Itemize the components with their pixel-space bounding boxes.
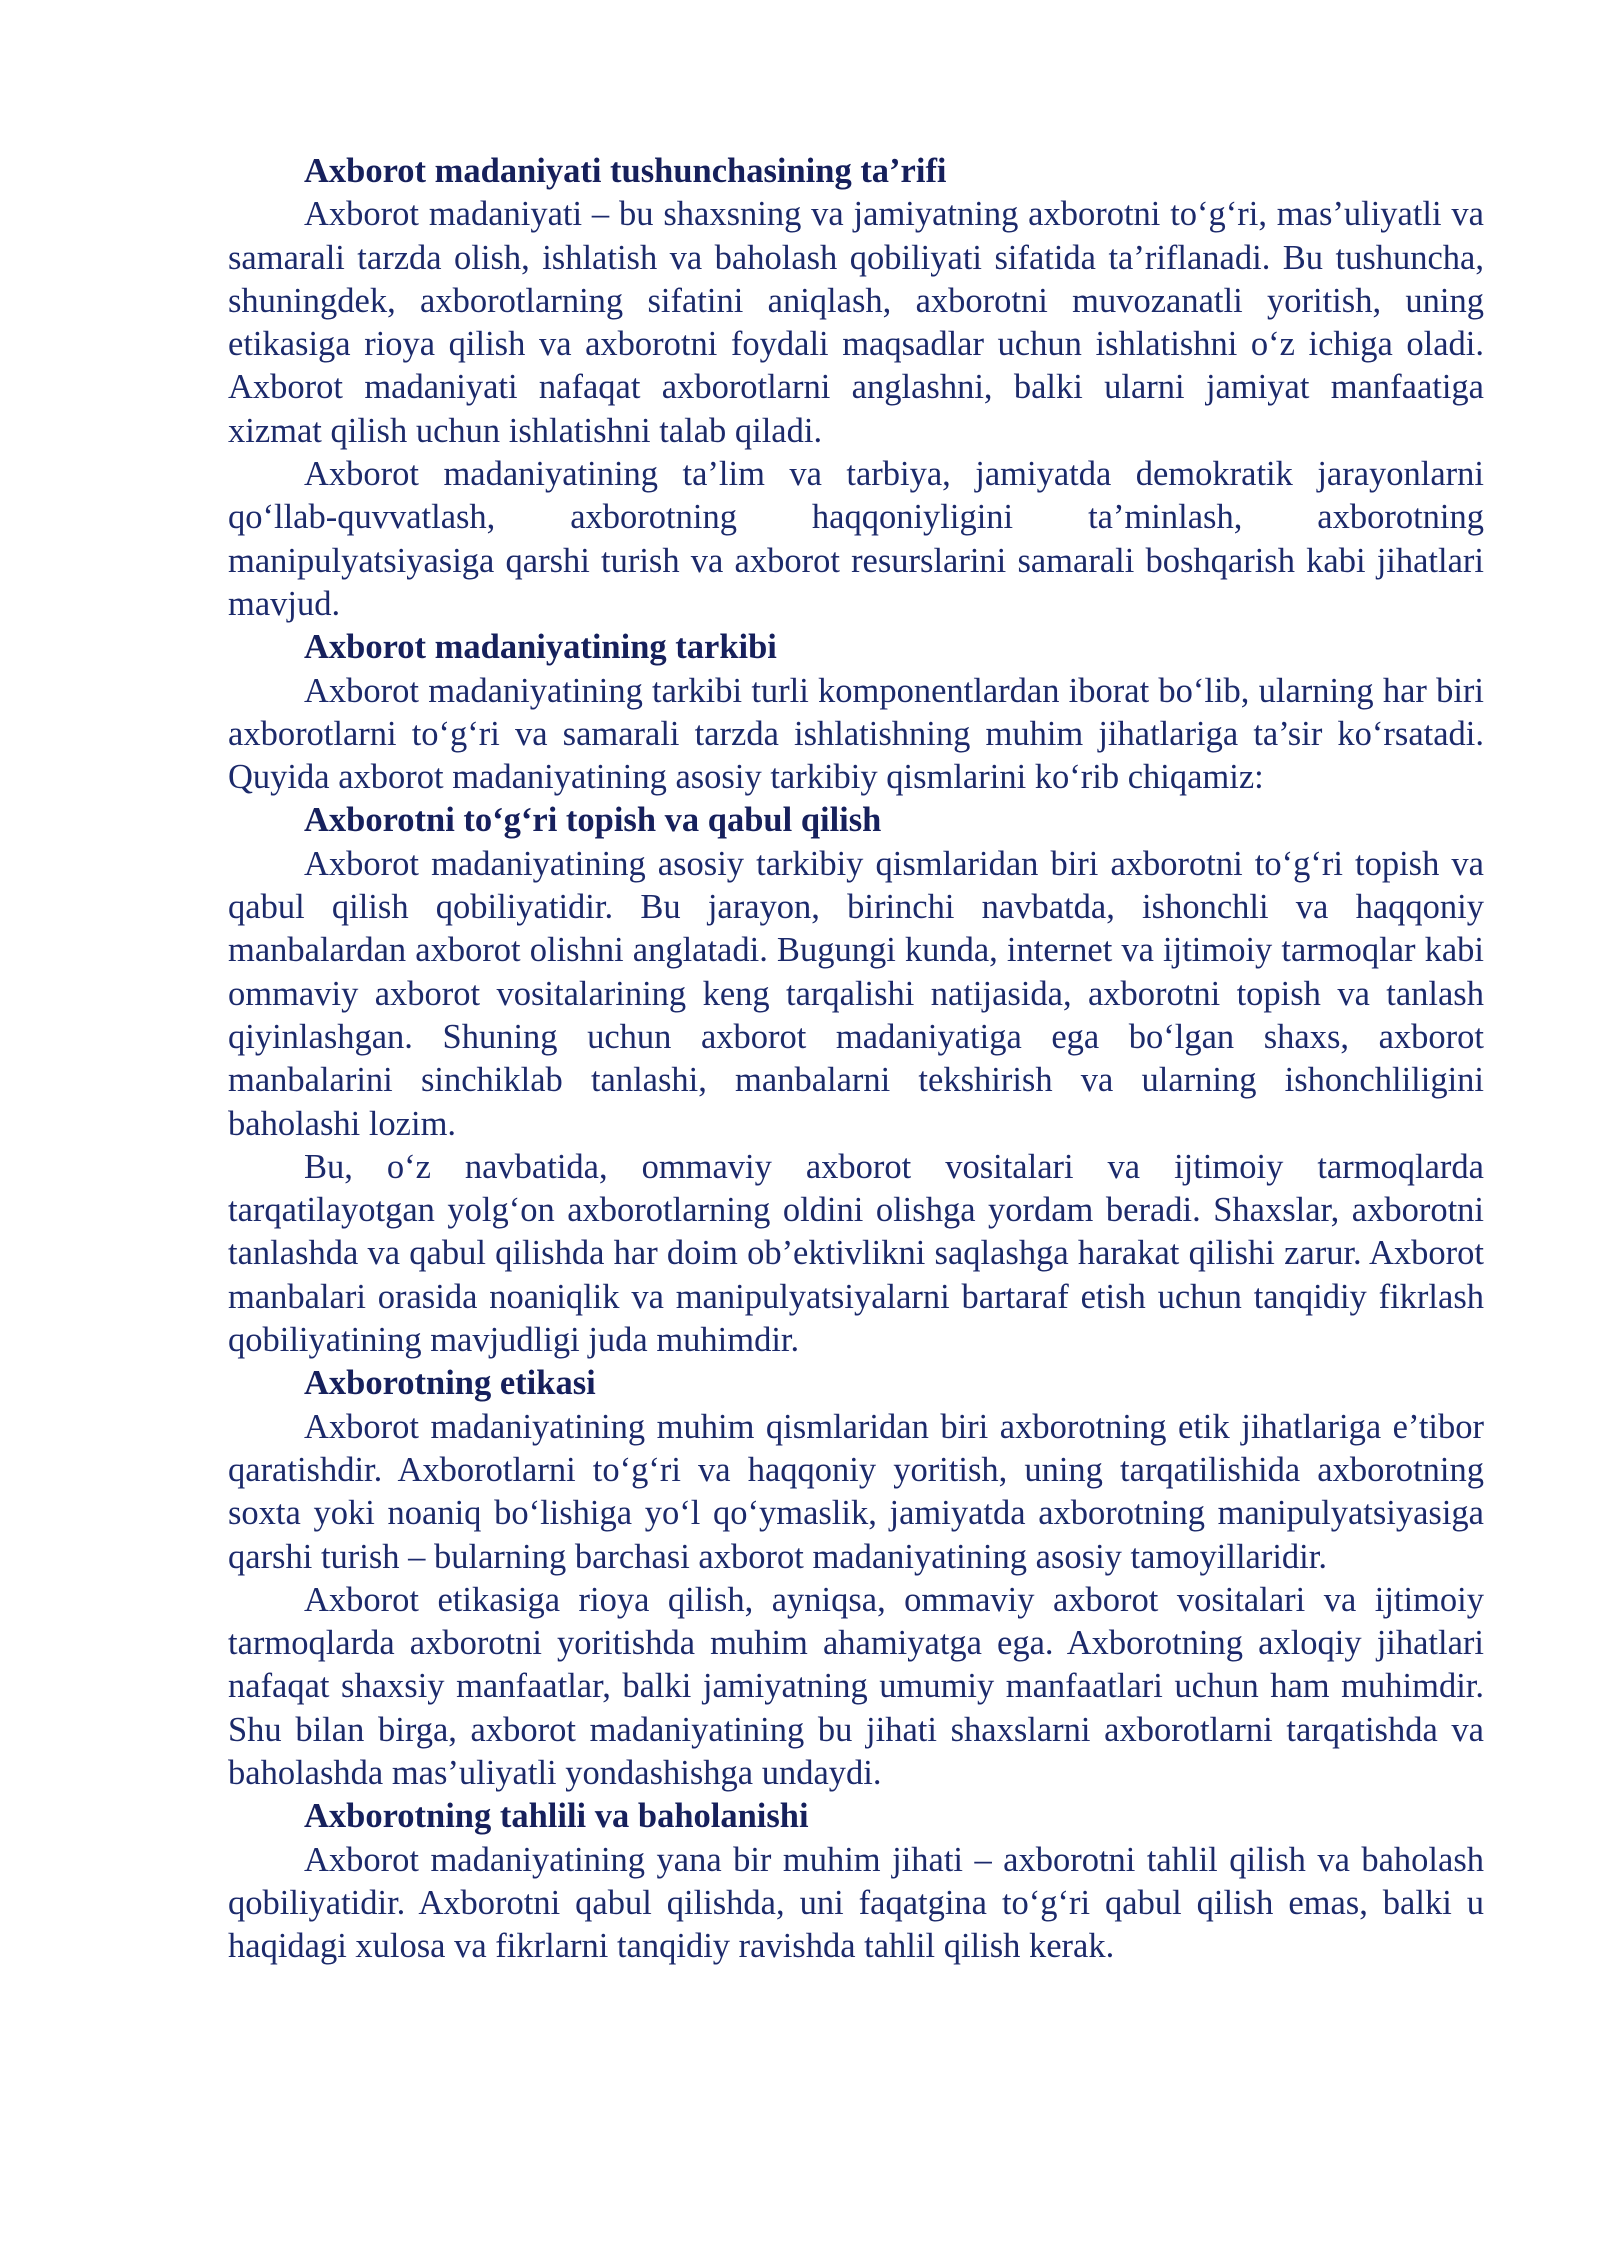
paragraph: Bu, o‘z navbatida, ommaviy axborot vositalari va ijtimoiy tarmoqlarda tarqatilayotgan yolg‘on axborotlarning oldini olishga yordam beradi. Shaxslar, axborotni tanlashda va qabul qilishda har doim ob’ektivlikni saqlashga harakat qilishi zarur. Axborot manbalari orasida noaniqlik va manipulyatsiyalarni bartaraf etish uchun tanqidiy fikrlash qobiliyatining mavjudligi juda muhimdir. xyxy=(228,1147,1484,1360)
paragraph: Axborot etikasiga rioya qilish, ayniqsa, ommaviy axborot vositalari va ijtimoiy tarmoqlarda axborotni yoritishda muhim ahamiyatga ega. Axborotning axloqiy jihatlari nafaqat shaxsiy manfaatlar, balki jamiyatning umumiy manfaatlari uchun ham muhimdir. Shu bilan birga, axborot madaniyatining bu jihati shaxslarni axborotlarni tarqatishda va baholashda mas’uliyatli yondashishga undaydi. xyxy=(228,1580,1484,1792)
paragraph: Axborot madaniyatining muhim qismlaridan biri axborotning etik jihatlariga e’tibor qaratishdir. Axborotlarni to‘g‘ri va haqqoniy yoritish, uning tarqatilishida axborotning soxta yoki noaniq bo‘lishiga yo‘l qo‘ymaslik, jamiyatda axborotning manipulyatsiyasiga qarshi turish – bularning barchasi axborot madaniyatining asosiy tamoyillaridir. xyxy=(228,1407,1484,1576)
section-heading-composition: Axborot madaniyatining tarkibi xyxy=(304,628,777,667)
section-heading-analysis: Axborotning tahlili va baholanishi xyxy=(304,1797,809,1836)
paragraph: Axborot madaniyatining ta’lim va tarbiya, jamiyatda demokratik jarayonlarni qo‘llab-quvvatlash, axborotning haqqoniyligini ta’minlash, axborotning manipulyatsiyasiga qarshi turish va axborot resurslarini samarali boshqarish kabi jihatlari mavjud. xyxy=(228,455,1484,623)
paragraph: Axborot madaniyatining yana bir muhim jihati – axborotni tahlil qilish va baholash qobiliyatidir. Axborotni qabul qilishda, uni faqatgina to‘g‘ri qabul qilish emas, balki u haqidagi xulosa va fikrlarni tanqidiy ravishda tahlil qilish kerak. xyxy=(228,1840,1484,1966)
paragraph: Axborot madaniyatining asosiy tarkibiy qismlaridan biri axborotni to‘g‘ri topish va qabul qilish qobiliyatidir. Bu jarayon, birinchi navbatda, ishonchli va haqqoniy manbalardan axborot olishni anglatadi. Bugungi kunda, internet va ijtimoiy tarmoqlar kabi ommaviy axborot vositalarining keng tarqalishi natijasida, axborotni topish va tanlash qiyinlashgan. Shuning uchun axborot madaniyatiga ega bo‘lgan shaxs, axborot manbalarini sinchiklab tanlashi, manbalarni tekshirish va ularning ishonchliligini baholashi lozim. xyxy=(228,844,1484,1143)
section-heading-ethics: Axborotning etikasi xyxy=(304,1364,596,1403)
paragraph: Axborot madaniyati – bu shaxsning va jamiyatning axborotni to‘g‘ri, mas’uliyatli va samarali tarzda olish, ishlatish va baholash qobiliyati sifatida ta’riflanadi. Bu tushuncha, shuningdek, axborotlarning sifatini aniqlash, axborotni muvozanatli yoritish, uning etikasiga rioya qilish va axborotni foydali maqsadlar uchun ishlatishni o‘z ichiga oladi. Axborot madaniyati nafaqat axborotlarni anglashni, balki ularni jamiyat manfaatiga xizmat qilish uchun ishlatishni talab qiladi. xyxy=(228,195,1484,450)
section-heading-finding-information: Axborotni to‘g‘ri topish va qabul qilish xyxy=(304,801,882,840)
paragraph: Axborot madaniyatining tarkibi turli komponentlardan iborat bo‘lib, ularning har biri axborotlarni to‘g‘ri va samarali tarzda ishlatishning muhim jihatlariga ta’sir ko‘rsatadi. Quyida axborot madaniyatining asosiy tarkibiy qismlarini ko‘rib chiqamiz: xyxy=(228,671,1484,797)
document-body xyxy=(228,150,1484,1968)
section-heading-definition: Axborot madaniyati tushunchasining ta’rifi xyxy=(304,152,947,190)
